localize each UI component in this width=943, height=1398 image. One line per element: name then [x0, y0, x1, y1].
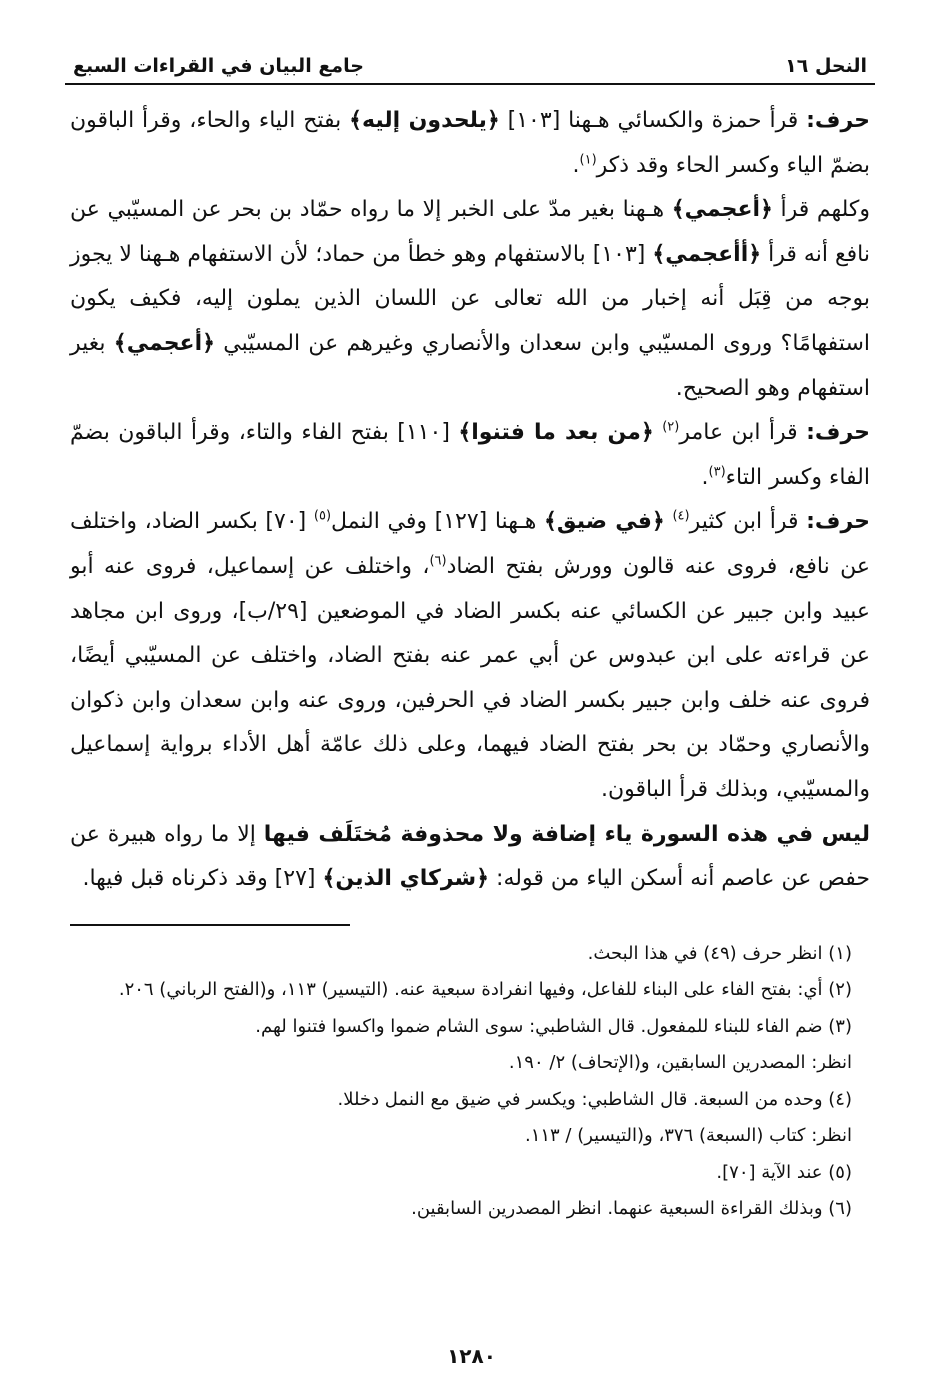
- quran-quote: ﴿في ضيق﴾: [544, 509, 665, 535]
- page-number: ١٢٨٠: [447, 1344, 496, 1368]
- lead-sentence: ليس في هذه السورة ياء إضافة ولا محذوفة مُختَلَف فيها: [263, 821, 870, 847]
- footnote-text: وبذلك القراءة السبعية عنهما. انظر المصدرين السابقين.: [411, 1198, 823, 1220]
- footnote-ref[interactable]: (٦): [429, 553, 447, 569]
- footnote-text: انظر حرف (٤٩) في هذا البحث.: [587, 942, 823, 964]
- header-chapter: النحل ١٦: [785, 55, 867, 77]
- footnote-text: أي: بفتح الفاء على البناء للفاعل، وفيها انفرادة سبعية عنه. (التيسير) ١١٣، و(الفتح الرباني) ٢٠٦.: [118, 979, 823, 1001]
- footnote-ref[interactable]: (١): [579, 152, 597, 168]
- lead-word: حرف:: [806, 420, 870, 446]
- footnote-item: [70, 1082, 852, 1119]
- footnote-ref[interactable]: (٢): [662, 419, 680, 435]
- footnote-number: (٣): [828, 1015, 852, 1037]
- footnote-text: انظر: كتاب (السبعة) ٣٧٦، و(التيسير) / ١١٣.: [524, 1125, 852, 1147]
- footnote-item: [70, 972, 852, 1009]
- footnote-number: (٤): [828, 1088, 852, 1110]
- footnote-separator: [70, 924, 350, 926]
- footnote-text: ضم الفاء للبناء للمفعول. قال الشاطبي: سوى الشام ضموا واكسوا فتنوا لهم.: [255, 1015, 823, 1037]
- quran-quote: ﴿أعجمي﴾: [671, 197, 773, 223]
- footnote-text: وحده من السبعة. قال الشاطبي: ويكسر في ضيق مع النمل دخللا.: [337, 1088, 823, 1110]
- footnote-item: [70, 1118, 852, 1155]
- footnote-number: (٦): [828, 1198, 852, 1220]
- lead-word: حرف:: [806, 108, 870, 133]
- footnote-text: عند الآية [٧٠].: [716, 1161, 823, 1183]
- footnote-ref[interactable]: (٥): [313, 509, 332, 525]
- paragraph-5: ليس في هذه السورة ياء إضافة ولا محذوفة مُختَلَف فيها إلا ما رواه هبيرة عن حفص عن عاصم أنه أسكن الياء من قوله: ﴿شركاي الذين﴾ [٢٧] وقد ذكرناه قبل فيها.: [70, 821, 870, 892]
- paragraph-3: حرف: قرأ ابن عامر$^{(٢)}$ ﴿من بعد ما فتنوا﴾ [١١٠] بفتح الفاء والتاء، وقرأ الباقون بضمّ الفاء وكسر التاء$^{(٣)}$.: [70, 419, 870, 490]
- footnote-item: [70, 1045, 852, 1082]
- quran-quote: ﴿من بعد ما فتنوا﴾: [458, 420, 654, 446]
- book-page: [70, 55, 870, 1228]
- footnotes: [70, 936, 870, 1228]
- paragraph-1: حرف: قرأ حمزة والكسائي هـهنا [١٠٣] ﴿يلحدون إليه﴾ بفتح الياء والحاء، وقرأ الباقون بضمّ الياء وكسر الحاء وقد ذكر$^{(١)}$.: [70, 108, 870, 178]
- footnote-item: [70, 1009, 852, 1046]
- quran-quote: ﴿شركاي الذين﴾: [322, 866, 490, 892]
- main-text: [70, 99, 870, 902]
- footnote-number: (٢): [828, 979, 852, 1001]
- paragraph-2: وكلهم قرأ ﴿أعجمي﴾ هـهنا بغير مدّ على الخبر إلا ما رواه حمّاد بن بحر عن المسيّبي عن نافع أنه قرأ ﴿أأعجمي﴾ [١٠٣] بالاستفهام وهو خطأ من حماد؛ لأن الاستفهام هـهنا لا يجوز بوجه من قِبَل أنه إخبار من الله تعالى عن اللسان الذين يملون إليه، فكيف يكون استفهامًا؟ وروى المسيّبي وابن سعدان والأنصاري وغيرهم عن المسيّبي ﴿أعجمي﴾ بغير استفهام وهو الصحيح.: [70, 197, 871, 401]
- footnote-item: [70, 1191, 852, 1228]
- header-book-title: جامع البيان في القراءات السبع: [73, 55, 364, 77]
- footnote-item: [70, 1155, 852, 1192]
- running-header: [65, 55, 875, 85]
- footnote-number: (١): [828, 942, 852, 964]
- quran-quote: ﴿أعجمي﴾: [113, 330, 216, 356]
- footnote-number: (٥): [828, 1161, 852, 1183]
- footnote-ref[interactable]: (٣): [708, 464, 726, 480]
- paragraph-4: حرف: قرأ ابن كثير$^{(٤)}$ ﴿في ضيق﴾ هـهنا [١٢٧] وفي النمل$^{(٥)}$ [٧٠] بكسر الضاد، واختلف عن نافع، فروى عنه قالون وورش بفتح الضاد$^{(٦)}$، واختلف عن إسماعيل، فروى عنه أبو عبيد وابن جبير عن الكسائي عنه بكسر الضاد في الموضعين [٢٩/ب]، وروى ابن مجاهد عن قراءته على ابن عبدوس عن أبي عمر عنه بفتح الضاد، واختلف عن المسيّبي أيضًا، فروى عنه خلف وابن جبير بكسر الضاد في الحرفين، وروى عنه وابن سعدان وابن ذكوان والأنصاري وحمّاد بن بحر بفتح الضاد فيهما، وعلى ذلك عامّة أهل الأداء برواية إسماعيل والمسيّبي، وبذلك قرأ الباقون.: [70, 509, 871, 802]
- footnote-ref[interactable]: (٤): [672, 509, 690, 525]
- footnote-text: انظر: المصدرين السابقين، و(الإتحاف) ٢/ ١٩٠.: [508, 1052, 852, 1074]
- quran-quote: ﴿أأعجمي﴾: [652, 241, 762, 267]
- footnote-item: [70, 936, 852, 973]
- lead-word: حرف:: [806, 509, 871, 535]
- quran-quote: ﴿يلحدون إليه﴾: [349, 108, 500, 133]
